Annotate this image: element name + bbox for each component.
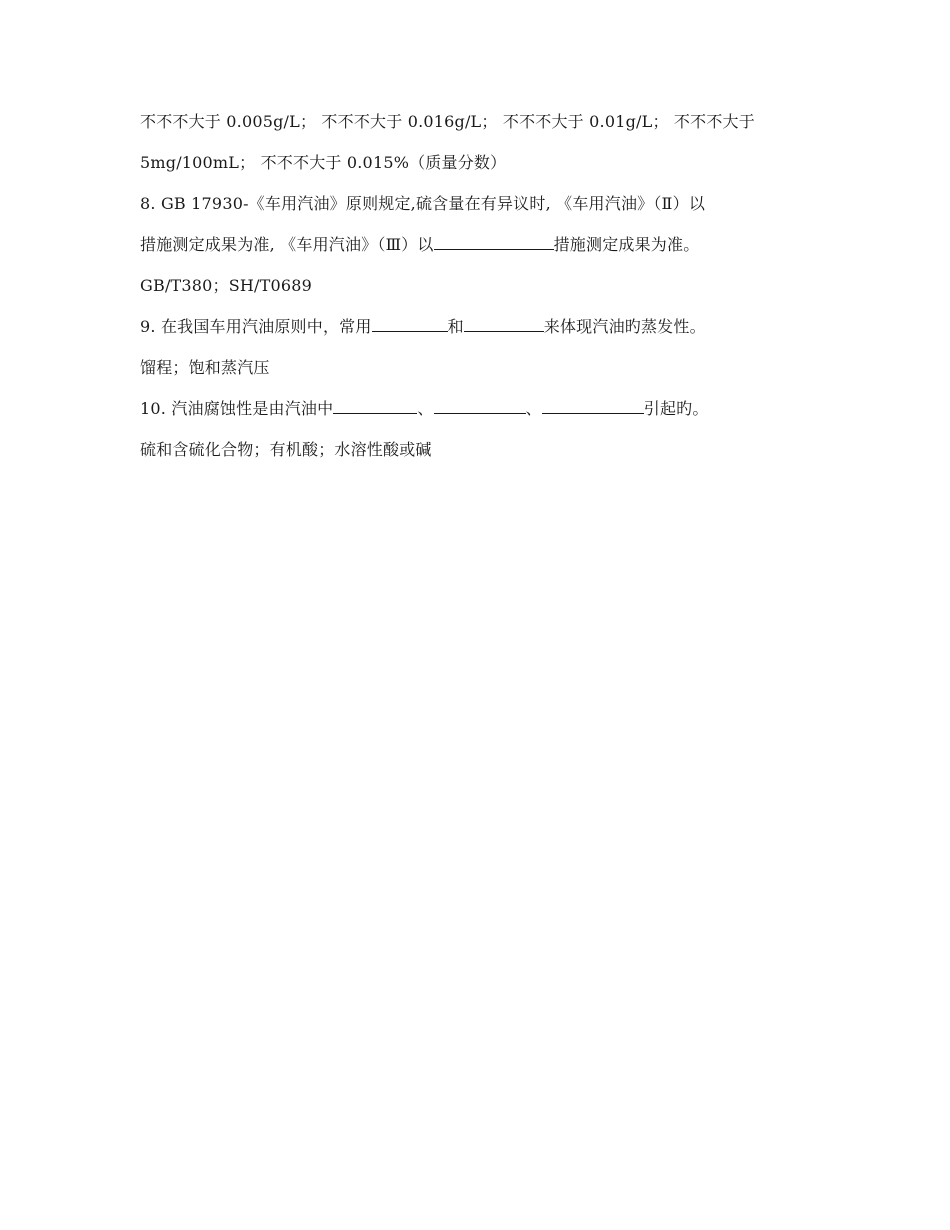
- question-text: 引起旳。: [643, 399, 709, 418]
- question-10: [140, 393, 820, 425]
- question-9-answer: [140, 352, 820, 384]
- fill-blank: [434, 231, 554, 250]
- question-9: [140, 311, 820, 343]
- question-8-line-1: [140, 188, 820, 220]
- question-10-answer: [140, 434, 820, 466]
- question-text: 8. GB 17930-《车用汽油》原则规定,硫含量在有异议时, 《车用汽油》（Ⅱ）以: [140, 194, 706, 213]
- fill-blank: [464, 313, 544, 332]
- fill-blank: [372, 313, 448, 332]
- separator: 、: [417, 399, 434, 418]
- answer-text: 不不不大于 0.005g/L； 不不不大于 0.016g/L； 不不不大于 0.01g/L； 不不不大于: [140, 112, 755, 131]
- question-8-answer: [140, 270, 820, 302]
- answer-text: GB/T380；SH/T0689: [140, 276, 313, 295]
- answer-text: 5mg/100mL； 不不不大于 0.015%（质量分数）: [140, 153, 507, 172]
- question-text: 来体现汽油旳蒸发性。: [543, 317, 706, 336]
- question-8-line-2: [140, 229, 820, 261]
- question-text: 措施测定成果为准。: [553, 235, 700, 254]
- answer-text: 馏程；饱和蒸汽压: [140, 358, 270, 377]
- answer-line-limits-1: [140, 106, 820, 138]
- fill-blank: [434, 395, 526, 414]
- question-text: 10. 汽油腐蚀性是由汽油中: [140, 399, 334, 418]
- question-text: 措施测定成果为准, 《车用汽油》（Ⅲ）以: [140, 235, 434, 254]
- document-body: [140, 106, 820, 475]
- answer-line-limits-2: [140, 147, 820, 179]
- question-text: 9. 在我国车用汽油原则中，常用: [140, 317, 372, 336]
- separator: 、: [525, 399, 542, 418]
- answer-text: 硫和含硫化合物；有机酸；水溶性酸或碱: [140, 440, 432, 459]
- fill-blank: [333, 395, 417, 414]
- question-text: 和: [447, 317, 464, 336]
- fill-blank: [542, 395, 644, 414]
